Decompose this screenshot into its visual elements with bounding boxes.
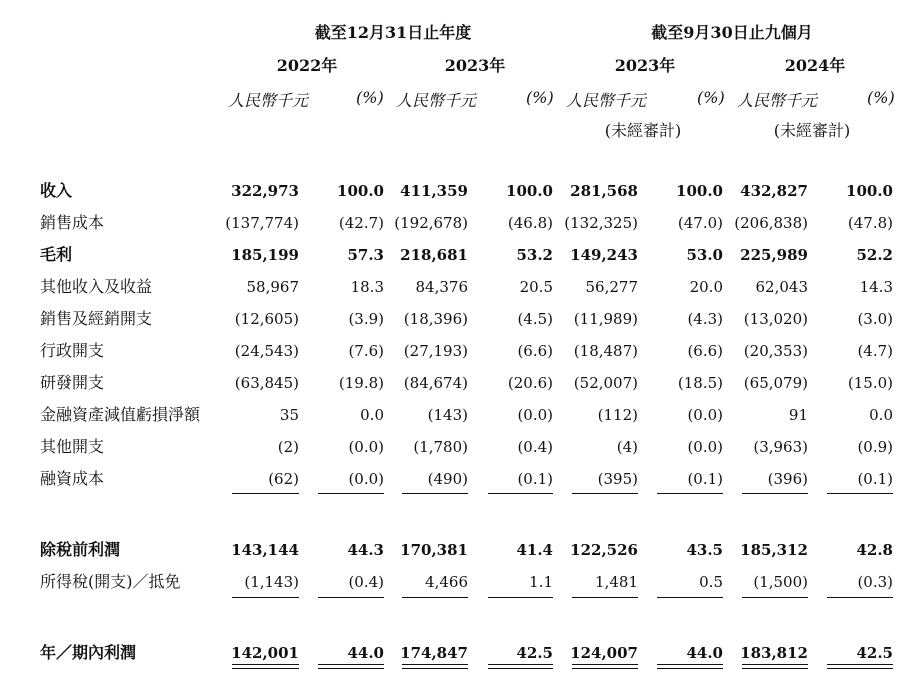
row-label: 銷售成本 — [40, 213, 105, 232]
amount-cell: (396) — [767, 470, 808, 488]
unit-percent-col2: (%) — [526, 88, 554, 107]
amount-cell: 122,526 — [570, 541, 638, 559]
table-row-admin-expenses — [0, 338, 919, 364]
amount-cell: (4) — [616, 438, 638, 456]
amount-cell: (52,007) — [573, 374, 638, 392]
header-year-2023-nine-months: 2023年 — [614, 56, 676, 75]
row-label: 毛利 — [40, 245, 73, 264]
amount-cell: 218,681 — [400, 246, 468, 264]
amount-cell: 58,967 — [246, 278, 299, 296]
table-row-profit-for-period — [0, 640, 919, 666]
amount-cell: 1,481 — [595, 573, 638, 591]
amount-cell: (1,780) — [413, 438, 468, 456]
subtotal-rule — [572, 493, 638, 494]
percent-cell: (0.1) — [687, 470, 723, 488]
percent-cell: (15.0) — [847, 374, 893, 392]
percent-cell: 44.0 — [347, 644, 384, 662]
amount-cell: (490) — [427, 470, 468, 488]
percent-cell: 52.2 — [856, 246, 893, 264]
percent-cell: 53.2 — [516, 246, 553, 264]
total-double-rule — [488, 664, 553, 669]
row-label: 行政開支 — [40, 341, 105, 360]
percent-cell: 1.1 — [529, 573, 553, 591]
amount-cell: 124,007 — [570, 644, 638, 662]
percent-cell: (4.7) — [857, 342, 893, 360]
amount-cell: (18,487) — [573, 342, 638, 360]
row-label: 研發開支 — [40, 373, 105, 392]
percent-cell: 20.0 — [689, 278, 723, 296]
subtotal-rule — [232, 493, 299, 494]
unit-currency-col3: 人民幣千元 — [566, 91, 647, 110]
percent-cell: 44.0 — [686, 644, 723, 662]
percent-cell: (0.9) — [857, 438, 893, 456]
percent-cell: 100.0 — [846, 182, 893, 200]
amount-cell: 142,001 — [231, 644, 299, 662]
amount-cell: (143) — [427, 406, 468, 424]
row-label: 其他收入及收益 — [40, 277, 153, 296]
amount-cell: (13,020) — [743, 310, 808, 328]
subtotal-rule — [657, 493, 723, 494]
percent-cell: (18.5) — [677, 374, 723, 392]
percent-cell: (4.5) — [517, 310, 553, 328]
percent-cell: (42.7) — [338, 214, 384, 232]
subtotal-rule — [827, 597, 893, 598]
subtotal-rule — [827, 493, 893, 494]
percent-cell: (0.4) — [348, 573, 384, 591]
header-group-nine-months: 截至9月30日止九個月 — [651, 23, 813, 42]
amount-cell: 225,989 — [740, 246, 808, 264]
unaudited-note-2023: (未經審計) — [604, 121, 682, 140]
amount-cell: 185,312 — [740, 541, 808, 559]
percent-cell: 20.5 — [519, 278, 553, 296]
total-double-rule — [827, 664, 893, 669]
unit-currency-col4: 人民幣千元 — [737, 91, 818, 110]
percent-cell: (3.9) — [348, 310, 384, 328]
percent-cell: (6.6) — [687, 342, 723, 360]
table-row-other-expenses — [0, 434, 919, 460]
percent-cell: (6.6) — [517, 342, 553, 360]
percent-cell: (3.0) — [857, 310, 893, 328]
row-label: 收入 — [40, 181, 73, 200]
amount-cell: (18,396) — [403, 310, 468, 328]
amount-cell: (1,143) — [244, 573, 299, 591]
total-double-rule — [232, 664, 299, 669]
total-double-rule — [318, 664, 384, 669]
total-double-rule — [402, 664, 468, 669]
total-double-rule — [657, 664, 723, 669]
header-group-full-year: 截至12月31日止年度 — [314, 23, 472, 42]
percent-cell: 42.5 — [516, 644, 553, 662]
table-row-impairment-losses — [0, 402, 919, 428]
percent-cell: 44.3 — [347, 541, 384, 559]
amount-cell: (206,838) — [734, 214, 808, 232]
percent-cell: (0.0) — [687, 406, 723, 424]
subtotal-rule — [232, 597, 299, 598]
row-label: 所得稅(開支)／抵免 — [40, 572, 181, 591]
percent-cell: (0.4) — [517, 438, 553, 456]
percent-cell: (47.8) — [847, 214, 893, 232]
subtotal-rule — [572, 597, 638, 598]
subtotal-rule — [488, 597, 553, 598]
percent-cell: (0.0) — [348, 438, 384, 456]
percent-cell: 100.0 — [676, 182, 723, 200]
total-double-rule — [742, 664, 808, 669]
amount-cell: 185,199 — [231, 246, 299, 264]
amount-cell: 35 — [279, 406, 299, 424]
row-label: 除稅前利潤 — [40, 540, 121, 559]
amount-cell: 84,376 — [415, 278, 468, 296]
unit-currency-col2: 人民幣千元 — [396, 91, 477, 110]
percent-cell: (0.0) — [687, 438, 723, 456]
amount-cell: 56,277 — [585, 278, 638, 296]
subtotal-rule — [742, 493, 808, 494]
amount-cell: (112) — [597, 406, 638, 424]
unit-percent-col4: (%) — [867, 88, 895, 107]
total-double-rule — [572, 664, 638, 669]
percent-cell: 41.4 — [516, 541, 553, 559]
amount-cell: (27,193) — [403, 342, 468, 360]
table-row-revenue — [0, 178, 919, 204]
header-year-2023: 2023年 — [444, 56, 506, 75]
percent-cell: (20.6) — [507, 374, 553, 392]
unit-percent-col3: (%) — [697, 88, 725, 107]
row-label: 其他開支 — [40, 437, 105, 456]
amount-cell: 322,973 — [231, 182, 299, 200]
table-row-other-income — [0, 274, 919, 300]
percent-cell: 0.5 — [699, 573, 723, 591]
subtotal-rule — [657, 597, 723, 598]
percent-cell: (19.8) — [338, 374, 384, 392]
amount-cell: 149,243 — [570, 246, 638, 264]
percent-cell: (46.8) — [507, 214, 553, 232]
amount-cell: (65,079) — [743, 374, 808, 392]
amount-cell: 143,144 — [231, 541, 299, 559]
percent-cell: 100.0 — [506, 182, 553, 200]
amount-cell: (12,605) — [234, 310, 299, 328]
amount-cell: 174,847 — [400, 644, 468, 662]
percent-cell: 57.3 — [347, 246, 384, 264]
table-row-cost-of-sales — [0, 210, 919, 236]
amount-cell: 411,359 — [400, 182, 468, 200]
amount-cell: (84,674) — [403, 374, 468, 392]
table-row-gross-profit — [0, 242, 919, 268]
percent-cell: (0.0) — [517, 406, 553, 424]
row-label: 金融資產減值虧損淨額 — [40, 405, 201, 424]
percent-cell: (0.1) — [857, 470, 893, 488]
amount-cell: 4,466 — [425, 573, 468, 591]
unaudited-note-2024: (未經審計) — [773, 121, 851, 140]
unit-currency-col1: 人民幣千元 — [228, 91, 309, 110]
percent-cell: 0.0 — [869, 406, 893, 424]
unit-percent-col1: (%) — [356, 88, 384, 107]
subtotal-rule — [742, 597, 808, 598]
amount-cell: 281,568 — [570, 182, 638, 200]
amount-cell: (132,325) — [564, 214, 638, 232]
amount-cell: (395) — [597, 470, 638, 488]
percent-cell: (0.0) — [348, 470, 384, 488]
row-label: 銷售及經銷開支 — [40, 309, 153, 328]
amount-cell: 170,381 — [400, 541, 468, 559]
table-row-rnd-expenses — [0, 370, 919, 396]
subtotal-rule — [318, 493, 384, 494]
amount-cell: 183,812 — [740, 644, 808, 662]
table-row-finance-costs — [0, 466, 919, 492]
percent-cell: (0.3) — [857, 573, 893, 591]
table-row-selling-expenses — [0, 306, 919, 332]
amount-cell: 91 — [788, 406, 808, 424]
percent-cell: 100.0 — [337, 182, 384, 200]
percent-cell: (4.3) — [687, 310, 723, 328]
amount-cell: 62,043 — [755, 278, 808, 296]
amount-cell: (11,989) — [573, 310, 638, 328]
table-row-income-tax — [0, 569, 919, 595]
amount-cell: 432,827 — [740, 182, 808, 200]
amount-cell: (137,774) — [225, 214, 299, 232]
amount-cell: (1,500) — [753, 573, 808, 591]
subtotal-rule — [402, 597, 468, 598]
amount-cell: (63,845) — [234, 374, 299, 392]
amount-cell: (20,353) — [743, 342, 808, 360]
row-label: 年／期內利潤 — [40, 643, 137, 662]
amount-cell: (192,678) — [394, 214, 468, 232]
percent-cell: 43.5 — [686, 541, 723, 559]
percent-cell: 18.3 — [350, 278, 384, 296]
amount-cell: (62) — [268, 470, 299, 488]
percent-cell: 42.8 — [856, 541, 893, 559]
percent-cell: (7.6) — [348, 342, 384, 360]
amount-cell: (24,543) — [234, 342, 299, 360]
subtotal-rule — [488, 493, 553, 494]
amount-cell: (2) — [277, 438, 299, 456]
row-label: 融資成本 — [40, 469, 105, 488]
percent-cell: 14.3 — [859, 278, 893, 296]
header-year-2024-nine-months: 2024年 — [784, 56, 846, 75]
percent-cell: (0.1) — [517, 470, 553, 488]
subtotal-rule — [402, 493, 468, 494]
percent-cell: 42.5 — [856, 644, 893, 662]
percent-cell: 53.0 — [686, 246, 723, 264]
header-year-2022: 2022年 — [276, 56, 338, 75]
subtotal-rule — [318, 597, 384, 598]
percent-cell: (47.0) — [677, 214, 723, 232]
percent-cell: 0.0 — [360, 406, 384, 424]
table-row-profit-before-tax — [0, 537, 919, 563]
amount-cell: (3,963) — [753, 438, 808, 456]
